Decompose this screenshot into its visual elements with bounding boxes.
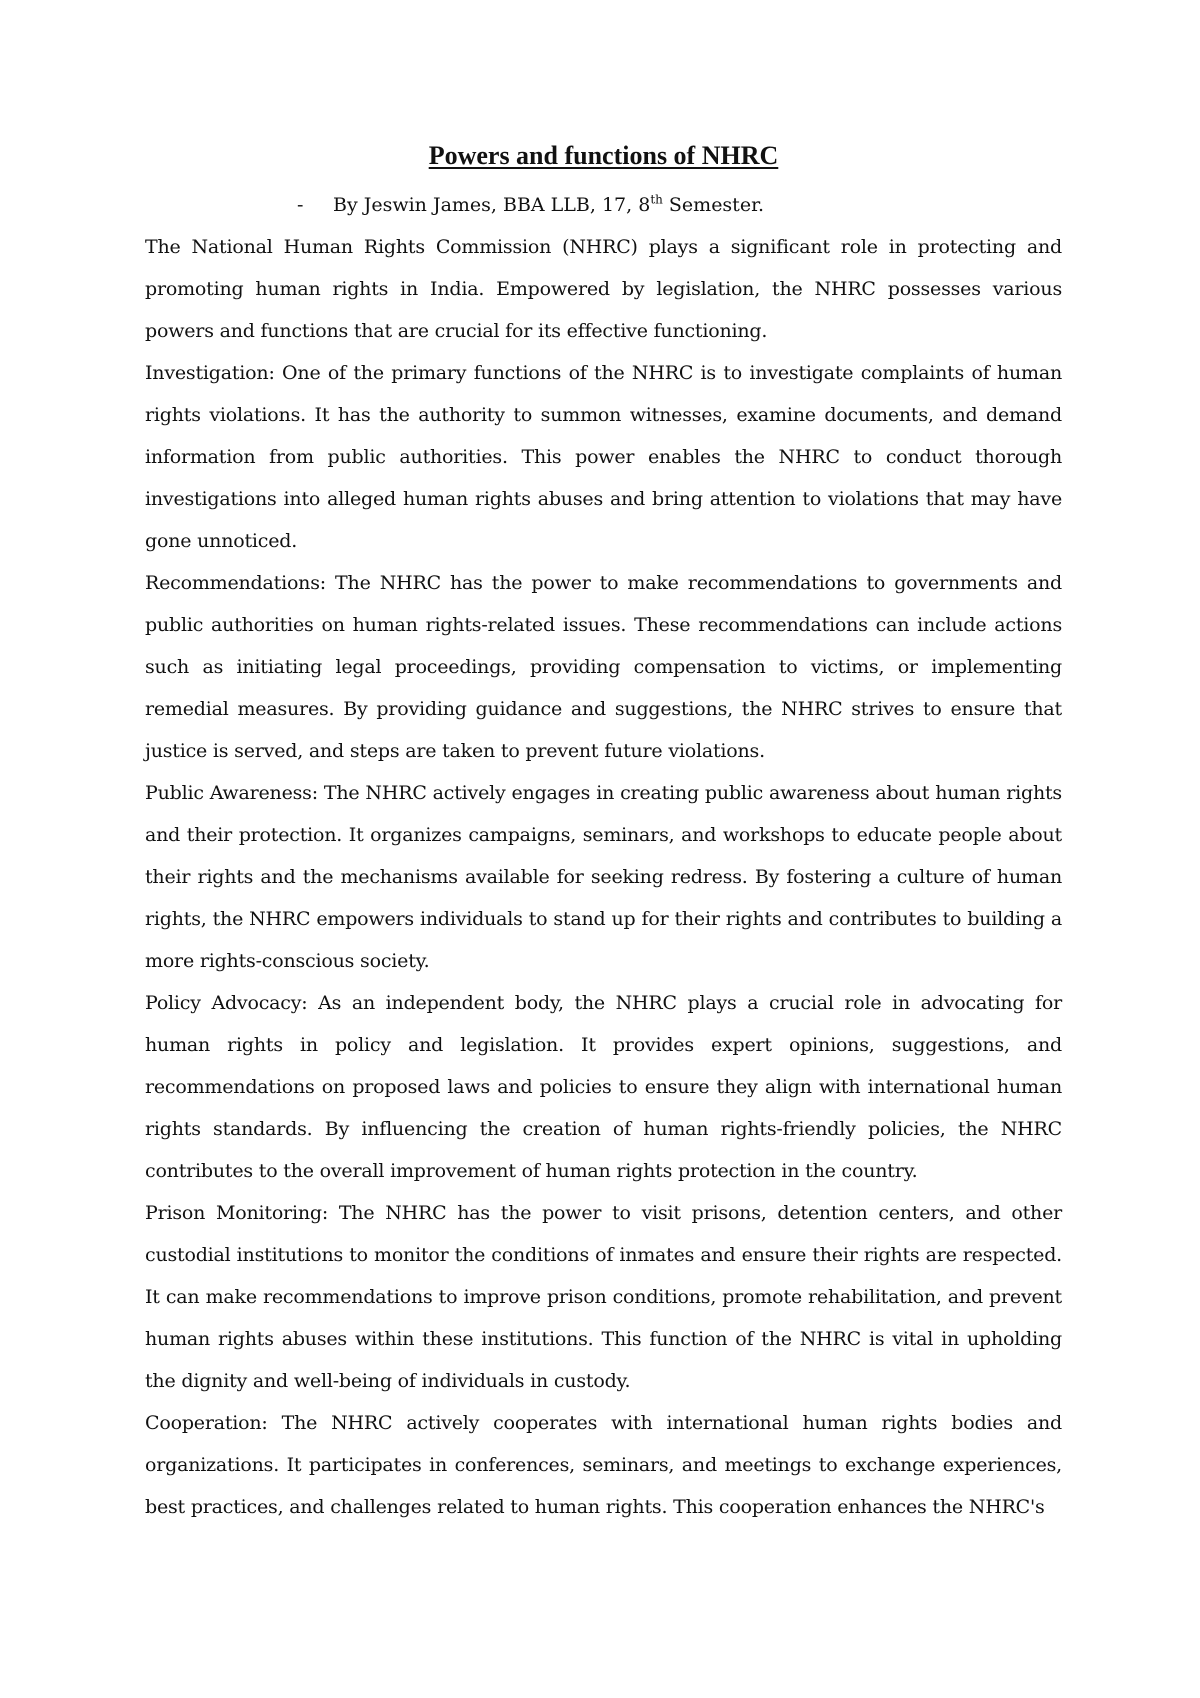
paragraph-investigation: Investigation: One of the primary functions of the NHRC is to investigate complaints of human rights violations. It has the authority to summon witnesses, examine documents, and demand information from public authorities. This power enables the NHRC to conduct thorough investigations into alleged human rights abuses and bring attention to violations that may have gone unnoticed. (145, 362, 1062, 552)
byline-superscript: th (650, 192, 663, 207)
paragraph-public-awareness: Public Awareness: The NHRC actively engages in creating public awareness about human rights and their protection. It organizes campaigns, seminars, and workshops to educate people about their rights and the mechanisms available for seeking redress. By fostering a culture of human rights, the NHRC empowers individuals to stand up for their rights and contributes to building a more rights-conscious society. (145, 782, 1062, 972)
paragraph-cooperation: Cooperation: The NHRC actively cooperates with international human rights bodies and organizations. It participates in conferences, seminars, and meetings to exchange experiences, best practices, and challenges related to human rights. This cooperation enhances the NHRC's (145, 1412, 1062, 1518)
byline-text: By Jeswin James, BBA LLB, 17, 8 (333, 194, 651, 216)
page-title: Powers and functions of NHRC (428, 141, 779, 170)
paragraph-policy-advocacy: Policy Advocacy: As an independent body, the NHRC plays a crucial role in advocating for human rights in policy and legislation. It provides expert opinions, suggestions, and recommendations on proposed laws and policies to ensure they align with international human rights standards. By influencing the creation of human rights-friendly policies, the NHRC contributes to the overall improvement of human rights protection in the country. (145, 992, 1062, 1182)
document-body (145, 138, 1062, 1528)
paragraph-intro: The National Human Rights Commission (NHRC) plays a significant role in protecting and promoting human rights in India. Empowered by legislation, the NHRC possesses various powers and functions that are crucial for its effective functioning. (145, 236, 1062, 342)
paragraph-prison-monitoring: Prison Monitoring: The NHRC has the power to visit prisons, detention centers, and other custodial institutions to monitor the conditions of inmates and ensure their rights are respected. It can make recommendations to improve prison conditions, promote rehabilitation, and prevent human rights abuses within these institutions. This function of the NHRC is vital in upholding the dignity and well-being of individuals in custody. (145, 1202, 1062, 1392)
byline-dash: - (297, 194, 304, 216)
byline-suffix: Semester. (662, 194, 765, 216)
paragraph-recommendations: Recommendations: The NHRC has the power to make recommendations to governments and public authorities on human rights-related issues. These recommendations can include actions such as initiating legal proceedings, providing compensation to victims, or implementing remedial measures. By providing guidance and suggestions, the NHRC strives to ensure that justice is served, and steps are taken to prevent future violations. (145, 572, 1062, 762)
author-byline (145, 184, 1062, 226)
